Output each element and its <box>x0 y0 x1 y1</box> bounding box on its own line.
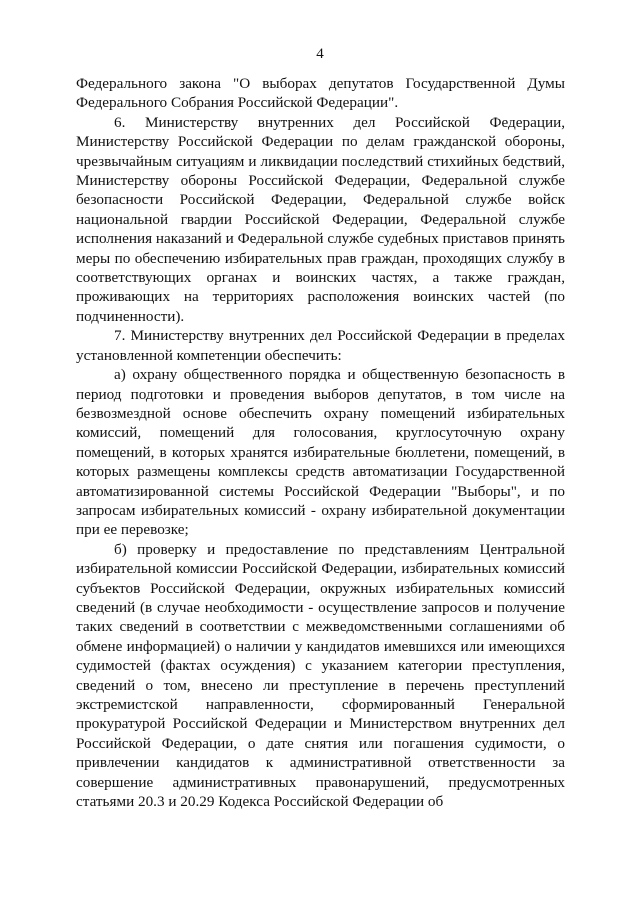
document-body <box>76 74 565 811</box>
paragraph-continuation: Федерального закона "О выборах депутатов Государственной Думы Федерального Собрания Российской Федерации". <box>76 75 565 112</box>
paragraph-subitem-b: б) проверку и предоставление по представлениям Центральной избирательной комиссии Российской Федерации, избирательных комиссий субъектов Российской Федерации, окружных избирательных комиссий сведений (в случае необходимости - осуществление запросов и получение таких сведений в соответствии с межведомственными соглашениями об обмене информацией) о наличии у кандидатов имевшихся или имеющихся судимостей (фактах осуждения) с указанием категории преступления, сведений о том, внесено ли преступление в перечень преступлений экстремистской направленности, сформированный Генеральной прокуратурой Российской Федерации и Министерством внутренних дел Российской Федерации, о дате снятия или погашения судимости, о привлечении кандидатов к административной ответственности за совершение административных правонарушений, предусмотренных статьями 20.3 и 20.29 Кодекса Российской Федерации об <box>76 540 565 811</box>
paragraph-subitem-a: а) охрану общественного порядка и общественную безопасность в период подготовки и проведения выборов депутатов, в том числе на безвозмездной основе обеспечить охрану помещений избирательных комиссий, помещений для голосования, круглосуточную охрану помещений, в которых хранятся избирательные бюллетени, помещений, в которых размещены комплексы средств автоматизации Государственной автоматизированной системы Российской Федерации "Выборы", и по запросам избирательных комиссий - охрану избирательной документации при ее перевозке; <box>76 366 565 539</box>
paragraph-item-6: 6. Министерству внутренних дел Российской Федерации, Министерству Российской Федерации по делам гражданской обороны, чрезвычайным ситуациям и ликвидации последствий стихийных бедствий, Министерству обороны Российской Федерации, Федеральной службе безопасности Российской Федерации, Федеральной службе войск национальной гвардии Российской Федерации, Федеральной службе исполнения наказаний и Федеральной службе судебных приставов принять меры по обеспечению избирательных прав граждан, проходящих службу в соответствующих органах и воинских частях, а также граждан, проживающих на территориях расположения воинских частей (по подчиненности). <box>76 113 565 325</box>
paragraph-item-7: 7. Министерству внутренних дел Российской Федерации в пределах установленной компетенции обеспечить: <box>76 327 565 364</box>
page-number: 4 <box>316 46 324 62</box>
